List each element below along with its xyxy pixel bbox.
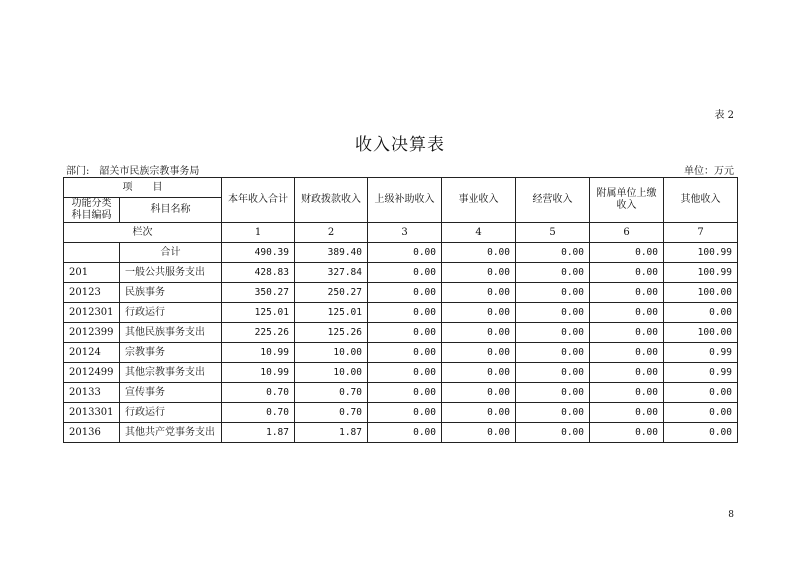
row-value: 0.00 — [590, 303, 664, 323]
header-subject-name: 科目名称 — [120, 198, 222, 223]
row-value: 10.99 — [222, 363, 295, 383]
total-value: 0.00 — [442, 243, 516, 263]
row-value: 0.00 — [590, 263, 664, 283]
row-value: 250.27 — [295, 283, 368, 303]
row-code: 20123 — [64, 283, 120, 303]
row-value: 0.00 — [442, 363, 516, 383]
row-name: 一般公共服务支出 — [120, 263, 222, 283]
row-code: 2013301 — [64, 403, 120, 423]
page-number: 8 — [728, 510, 734, 520]
department-name: 韶关市民族宗教事务局 — [99, 166, 200, 177]
row-value: 0.70 — [222, 403, 295, 423]
row-value: 0.00 — [368, 323, 442, 343]
row-value: 0.00 — [664, 303, 738, 323]
row-value: 0.70 — [295, 383, 368, 403]
row-value: 0.00 — [368, 303, 442, 323]
table-row — [64, 403, 738, 423]
row-value: 0.00 — [368, 283, 442, 303]
row-value: 0.00 — [516, 263, 590, 283]
row-name: 行政运行 — [120, 403, 222, 423]
row-value: 0.00 — [368, 343, 442, 363]
row-value: 0.00 — [590, 363, 664, 383]
row-value: 0.00 — [516, 343, 590, 363]
row-value: 0.00 — [442, 403, 516, 423]
row-value: 1.87 — [295, 423, 368, 443]
header-col-business: 事业收入 — [442, 178, 516, 223]
row-code: 2012301 — [64, 303, 120, 323]
row-value: 0.00 — [516, 363, 590, 383]
header-col-other: 其他收入 — [664, 178, 738, 223]
row-value: 0.00 — [664, 383, 738, 403]
total-value: 389.40 — [295, 243, 368, 263]
column-number: 1 — [222, 223, 295, 243]
row-value: 0.00 — [590, 283, 664, 303]
table-row — [64, 283, 738, 303]
column-number: 4 — [442, 223, 516, 243]
row-value: 0.00 — [442, 283, 516, 303]
row-value: 0.00 — [590, 343, 664, 363]
row-code: 20133 — [64, 383, 120, 403]
total-value: 0.00 — [590, 243, 664, 263]
column-number: 2 — [295, 223, 368, 243]
total-value: 490.39 — [222, 243, 295, 263]
row-value: 0.00 — [442, 423, 516, 443]
row-index-label: 栏次 — [64, 223, 222, 243]
header-row-1 — [64, 178, 738, 198]
row-value: 0.99 — [664, 363, 738, 383]
row-value: 225.26 — [222, 323, 295, 343]
row-value: 0.00 — [516, 383, 590, 403]
header-item-group: 项 目 — [64, 178, 222, 198]
unit-label: 单位：万元 — [684, 166, 734, 177]
department-info — [66, 162, 199, 177]
total-value: 0.00 — [368, 243, 442, 263]
table-row — [64, 263, 738, 283]
row-value: 0.00 — [590, 383, 664, 403]
row-value: 100.00 — [664, 283, 738, 303]
row-name: 宣传事务 — [120, 383, 222, 403]
row-value: 428.83 — [222, 263, 295, 283]
row-name: 民族事务 — [120, 283, 222, 303]
row-value: 0.00 — [516, 283, 590, 303]
header-func-code: 功能分类 科目编码 — [64, 198, 120, 223]
row-value: 100.00 — [664, 323, 738, 343]
row-value: 0.00 — [516, 423, 590, 443]
row-value: 0.00 — [368, 423, 442, 443]
total-row — [64, 243, 738, 263]
column-number-row — [64, 223, 738, 243]
table-row — [64, 303, 738, 323]
header-col-operating: 经营收入 — [516, 178, 590, 223]
income-table — [63, 177, 738, 443]
row-value: 0.00 — [442, 323, 516, 343]
row-value: 0.00 — [442, 343, 516, 363]
row-value: 10.00 — [295, 343, 368, 363]
column-number: 5 — [516, 223, 590, 243]
row-code: 201 — [64, 263, 120, 283]
row-value: 10.00 — [295, 363, 368, 383]
row-name: 其他宗教事务支出 — [120, 363, 222, 383]
row-value: 0.00 — [590, 403, 664, 423]
row-value: 125.01 — [222, 303, 295, 323]
header-col-affiliated: 附属单位上缴收入 — [590, 178, 664, 223]
total-label: 合计 — [120, 243, 222, 263]
row-name: 其他共产党事务支出 — [120, 423, 222, 443]
column-number: 7 — [664, 223, 738, 243]
row-value: 327.84 — [295, 263, 368, 283]
row-value: 10.99 — [222, 343, 295, 363]
header-col-superior: 上级补助收入 — [368, 178, 442, 223]
row-value: 0.00 — [442, 263, 516, 283]
row-value: 0.00 — [442, 383, 516, 403]
row-value: 0.00 — [590, 423, 664, 443]
row-value: 125.01 — [295, 303, 368, 323]
row-value: 0.00 — [590, 323, 664, 343]
row-value: 0.00 — [664, 423, 738, 443]
row-code: 20136 — [64, 423, 120, 443]
row-value: 1.87 — [222, 423, 295, 443]
row-value: 100.99 — [664, 263, 738, 283]
department-label: 部门: — [66, 166, 90, 177]
table-row — [64, 323, 738, 343]
table-label: 表 2 — [714, 110, 734, 121]
row-value: 0.00 — [664, 403, 738, 423]
row-value: 0.70 — [295, 403, 368, 423]
row-name: 其他民族事务支出 — [120, 323, 222, 343]
header-col-total: 本年收入合计 — [222, 178, 295, 223]
table-row — [64, 363, 738, 383]
row-value: 0.70 — [222, 383, 295, 403]
row-value: 0.00 — [516, 323, 590, 343]
total-value: 100.99 — [664, 243, 738, 263]
row-code: 20124 — [64, 343, 120, 363]
row-value: 0.00 — [368, 383, 442, 403]
table-row — [64, 343, 738, 363]
row-value: 0.00 — [368, 363, 442, 383]
row-name: 行政运行 — [120, 303, 222, 323]
header-col-fiscal: 财政拨款收入 — [295, 178, 368, 223]
row-value: 0.00 — [368, 403, 442, 423]
row-value: 0.00 — [516, 303, 590, 323]
row-code: 2012499 — [64, 363, 120, 383]
row-value: 0.00 — [368, 263, 442, 283]
table-row — [64, 383, 738, 403]
column-number: 3 — [368, 223, 442, 243]
row-name: 宗教事务 — [120, 343, 222, 363]
row-value: 350.27 — [222, 283, 295, 303]
row-value: 0.00 — [442, 303, 516, 323]
total-code-cell — [64, 243, 120, 263]
row-value: 125.26 — [295, 323, 368, 343]
column-number: 6 — [590, 223, 664, 243]
row-value: 0.00 — [516, 403, 590, 423]
row-code: 2012399 — [64, 323, 120, 343]
page-title: 收入决算表 — [355, 135, 445, 155]
table-row — [64, 423, 738, 443]
total-value: 0.00 — [516, 243, 590, 263]
row-value: 0.99 — [664, 343, 738, 363]
